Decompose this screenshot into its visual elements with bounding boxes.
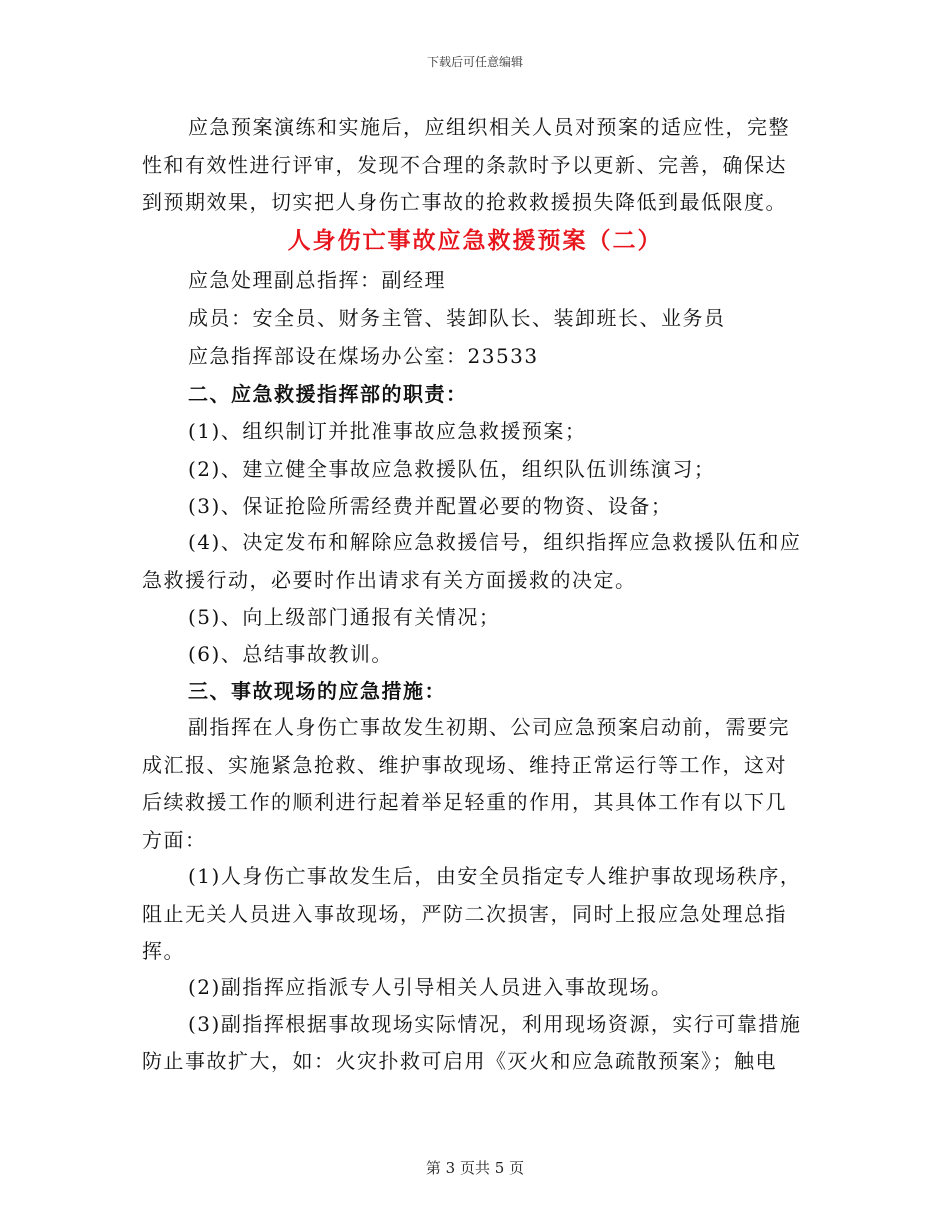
document-title: 人身伤亡事故应急救援预案（二） [287, 227, 663, 254]
section2-item-4-line-2: 急救援行动，必要时作出请求有关方面援救的决定。 [142, 568, 637, 592]
section3-p3: (2)副指挥应指派专人引导相关人员进入事故现场。 [188, 975, 673, 999]
section2-heading: 二、应急救援指挥部的职责： [188, 382, 468, 406]
section3-p1-line-1: 副指挥在人身伤亡事故发生初期、公司应急预案启动前，需要完 [188, 715, 790, 739]
section2-item-2: (2)、建立健全事故应急救援队伍，组织队伍训练演习； [188, 457, 716, 481]
command-office: 应急指挥部设在煤场办公室：23533 [188, 344, 539, 368]
section3-p2-line-1: (1)人身伤亡事故发生后，由安全员指定专人维护事故现场秩序， [188, 864, 802, 888]
section3-heading: 三、事故现场的应急措施： [188, 679, 446, 703]
intro-line-2: 性和有效性进行评审，发现不合理的条款时予以更新、完善，确保达 [142, 153, 787, 177]
deputy-commander: 应急处理副总指挥：副经理 [188, 268, 446, 292]
intro-line-1: 应急预案演练和实施后，应组织相关人员对预案的适应性，完整 [188, 115, 790, 139]
section2-item-5: (5)、向上级部门通报有关情况； [188, 605, 501, 629]
members-list: 成员：安全员、财务主管、装卸队长、装卸班长、业务员 [188, 306, 726, 330]
section3-p1-line-2: 成汇报、实施紧急抢救、维护事故现场、维持正常运行等工作，这对 [142, 753, 787, 777]
intro-line-3: 到预期效果，切实把人身伤亡事故的抢救救援损失降低到最低限度。 [142, 190, 787, 214]
section3-p1-line-3: 后续救援工作的顺利进行起着举足轻重的作用，其具体工作有以下几 [142, 790, 787, 814]
section2-item-3: (3)、保证抢险所需经费并配置必要的物资、设备； [188, 494, 673, 518]
section3-p4-line-1: (3)副指挥根据事故现场实际情况，利用现场资源，实行可靠措施 [188, 1012, 802, 1036]
section2-item-6: (6)、总结事故教训。 [188, 642, 393, 666]
section2-item-1: (1)、组织制订并批准事故应急救援预案； [188, 419, 587, 443]
section3-p1-line-4: 方面： [142, 828, 207, 852]
section2-item-4-line-1: (4)、决定发布和解除应急救援信号，组织指挥应急救援队伍和应 [188, 530, 802, 554]
section3-p4-line-2: 防止事故扩大，如：火灾扑救可启用《灭火和应急疏散预案》；触电 [142, 1049, 777, 1073]
section3-p2-line-3: 挥。 [142, 939, 185, 963]
page-header: 下载后可任意编辑 [426, 55, 523, 69]
section3-p2-line-2: 阻止无关人员进入事故现场，严防二次损害，同时上报应急处理总指 [142, 902, 787, 926]
page-footer: 第 3 页共 5 页 [425, 1159, 525, 1177]
